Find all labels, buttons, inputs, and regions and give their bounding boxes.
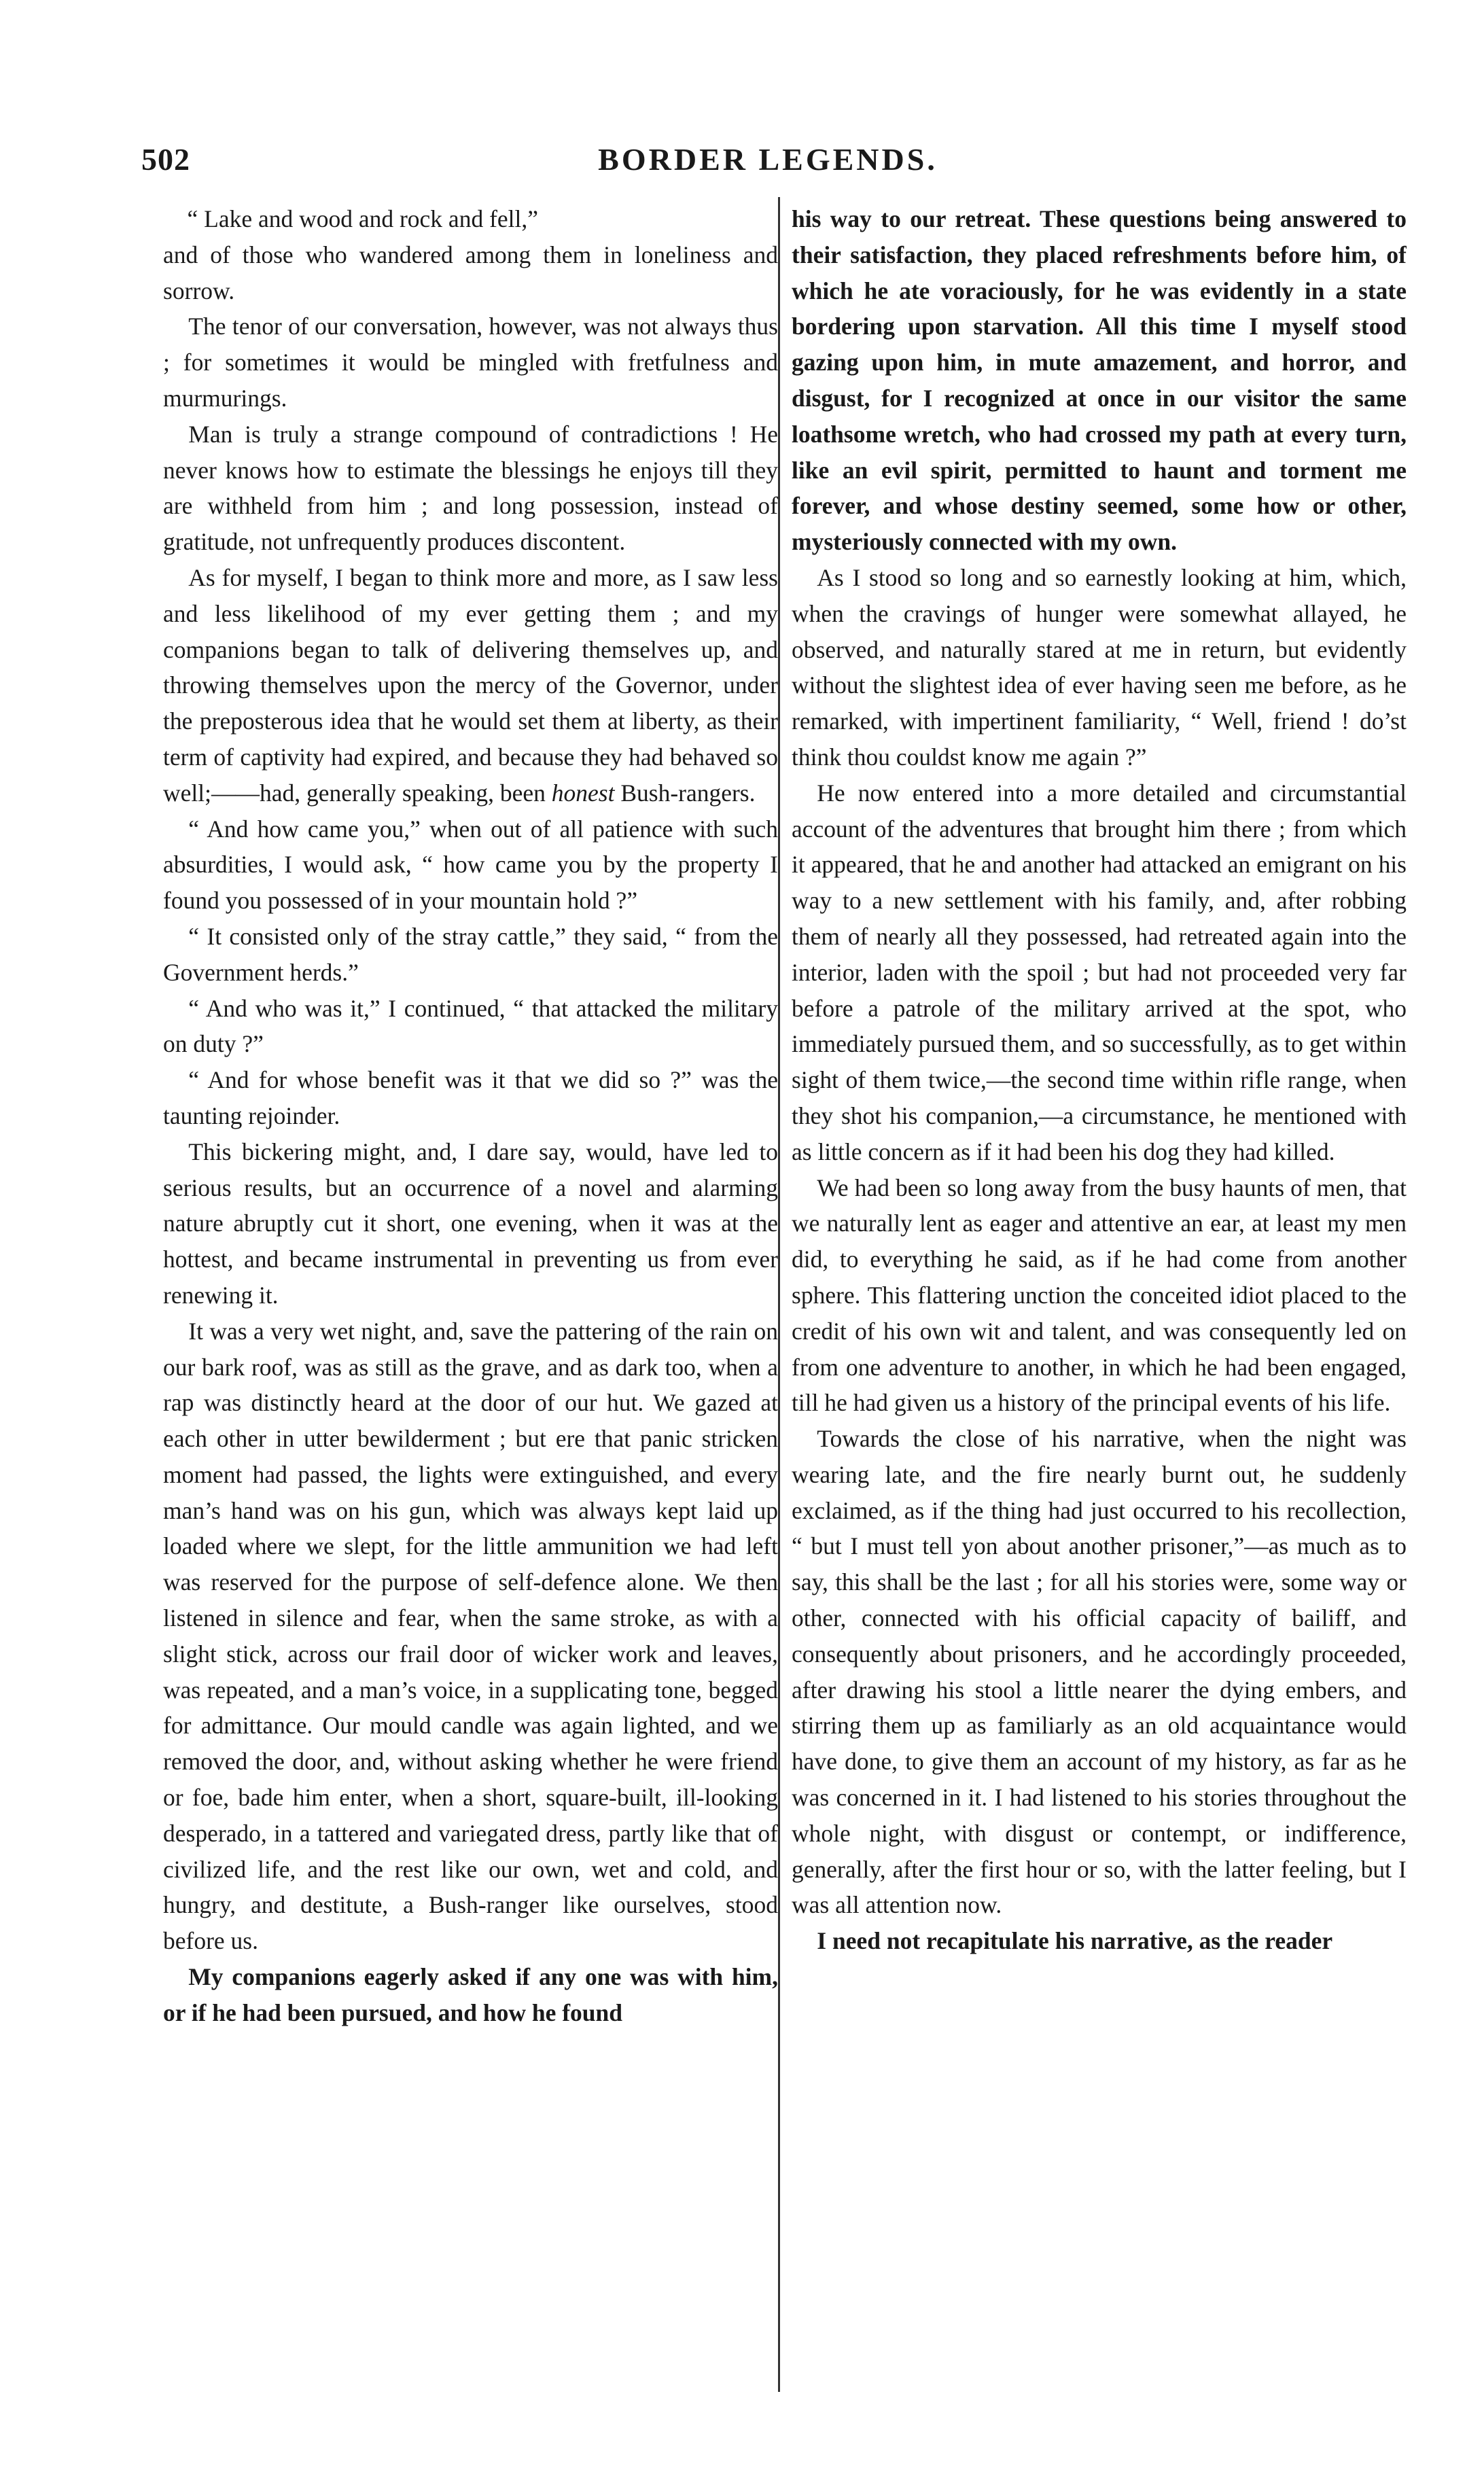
- right-column: [792, 201, 1407, 2403]
- paragraph: This bickering might, and, I dare say, would, have led to serious results, but an occurrence of a novel and alarming nature abruptly cut it short, one evening, when it was at the hottest, and became instrumental in preventing us from ever renewing it.: [163, 1138, 778, 1309]
- running-title: BORDER LEGENDS.: [598, 142, 938, 177]
- paragraph: He now entered into a more detailed and circumstantial account of the adventures that brought him there ; from which it appeared, that he and another had attacked an emigrant on his way to a new settlement with his family, and, after robbing them of nearly all they possessed, had retreated again into the interior, laden with the spoil ; but had not proceeded very far before a patrole of the military arrived at the spot, who immediately pursued them, and so successfully, as to get within sight of them twice,—the second time within rifle range, when they shot his companion,—a circumstance, he mentioned with as little concern as if it had been his dog they had killed.: [792, 779, 1407, 1165]
- paragraph: and of those who wandered among them in loneliness and sorrow.: [163, 241, 778, 304]
- paragraph-continued: [163, 560, 778, 811]
- paragraph: My companions eagerly asked if any one was with him, or if he had been pursued, and how he found: [163, 1963, 778, 2026]
- paragraph: Man is truly a strange compound of contradictions ! He never knows how to estimate the blessings he enjoys till they are withheld from him ; and long possession, instead of gratitude, not unfrequently produces discontent.: [163, 420, 778, 556]
- paragraph: “ And how came you,” when out of all patience with such absurdities, I would ask, “ how came you by the property I found you possessed of in your mountain hold ?”: [163, 815, 778, 915]
- paragraph: We had been so long away from the busy haunts of men, that we naturally lent as eager and attentive an ear, at least my men did, to everything he said, as if he had come from another sphere. This flattering unction the conceited idiot placed to the credit of his own wit and talent, and was consequently led on from one adventure to another, in which he had been engaged, till he had given us a history of the principal events of his life.: [792, 1174, 1407, 1417]
- paragraph: his way to our retreat. These questions being answered to their satisfaction, they placed refreshments before him, of which he ate voraciously, for he was evidently in a state bordering upon starvation. All this time I myself stood gazing upon him, in mute amazement, and horror, and disgust, for I recognized at once in our visitor the same loathsome wretch, who had crossed my path at every turn, like an evil spirit, permitted to haunt and torment me forever, and whose destiny seemed, some how or other, mysteriously connected with my own.: [792, 205, 1407, 556]
- italic-word: honest: [551, 779, 615, 807]
- paragraph: As I stood so long and so earnestly looking at him, which, when the cravings of hunger were somewhat allayed, he observed, and naturally stared at me in return, but evidently without the slightest idea of ever having seen me before, as he remarked, with impertinent familiarity, “ Well, friend ! do’st think thou couldst know me again ?”: [792, 563, 1407, 771]
- paragraph: It was a very wet night, and, save the pattering of the rain on our bark roof, was as still as the grave, and as dark too, when a rap was distinctly heard at the door of our hut. We gazed at each other in utter bewilderment ; but ere that panic stricken moment had passed, the lights were extinguished, and every man’s hand was on his gun, which was always kept laid up loaded where we slept, for the little ammunition we had left was reserved for the purpose of self-defence alone. We then listened in silence and fear, when the same stroke, as with a slight stick, across our frail door of wicker work and leaves, was repeated, and a man’s voice, in a supplicating tone, begged for admittance. Our mould candle was again lighted, and we removed the door, and, without asking whether he were friend or foe, bade him enter, when a short, square-built, ill-looking desperado, in a tattered and variegated dress, partly like that of civilized life, and the rest like our own, wet and cold, and hungry, and destitute, a Bush-ranger like ourselves, stood before us.: [163, 1317, 778, 1955]
- paragraph: The tenor of our conversation, however, was not always thus ; for sometimes it would be mingled with fretfulness and murmurings.: [163, 313, 778, 412]
- paragraph: Towards the close of his narrative, when the night was wearing late, and the fire nearly burnt out, he suddenly exclaimed, as if the thing had just occurred to his recollection, “ but I must tell yon about another prisoner,”—as much as to say, this shall be the last ; for all his stories were, some way or other, connected with his official capacity of bailiff, and consequently about prisoners, and he accordingly proceeded, after drawing his stool a little nearer the dying embers, and stirring them up as familiarly as an old acquaintance would have done, to give them an account of my history, as far as he was concerned in it. I had listened to his stories throughout the whole night, with disgust or contempt, or indifference, generally, after the first hour or so, with the latter feeling, but I was all attention now.: [792, 1425, 1407, 1919]
- paragraph-text: Bush-rangers.: [614, 779, 756, 807]
- paragraph: I need not recapitulate his narrative, as the reader: [817, 1927, 1333, 1955]
- paragraph: “ And for whose benefit was it that we did so ?” was the taunting rejoinder.: [163, 1066, 778, 1129]
- verse-quote: “ Lake and wood and rock and fell,”: [187, 205, 539, 232]
- paragraph: “ It consisted only of the stray cattle,” they said, “ from the Government herds.”: [163, 922, 778, 986]
- paragraph-text: As for myself, I began to think more and more, as I saw less and less likelihood of my ever getting them ; and my companions began to talk of delivering themselves up, and throwing themselves upon the mercy of the Governor, under the preposterous idea that he would set them at liberty, as their term of captivity had expired, and because they had behaved so well;——had, generally speaking, been: [163, 563, 778, 807]
- paragraph: “ And who was it,” I continued, “ that attacked the military on duty ?”: [163, 994, 778, 1058]
- running-head: [136, 141, 1400, 182]
- left-column: [163, 201, 778, 2403]
- column-rule: [778, 197, 780, 2392]
- page-number: 502: [141, 142, 190, 177]
